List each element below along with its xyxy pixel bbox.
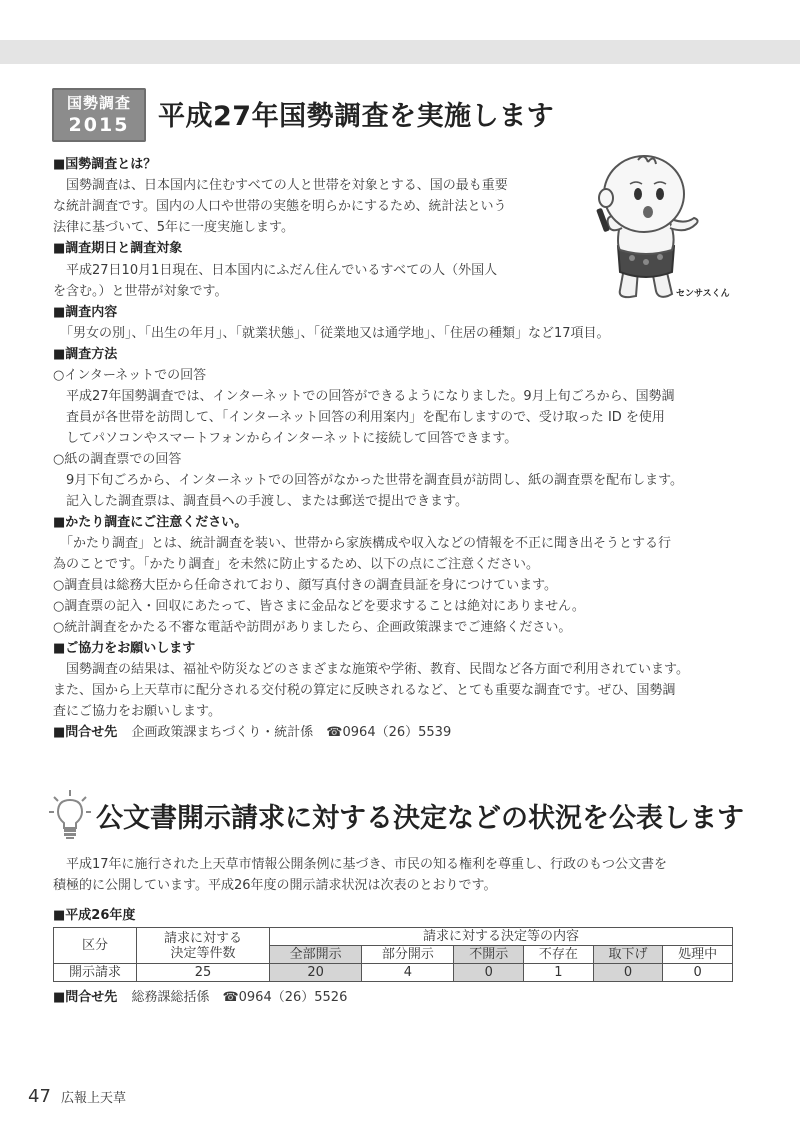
disclosure-title: 公文書開示請求に対する決定などの状況を公表します xyxy=(96,803,744,834)
fraud-line-2: 為のことです。「かたり調査」を未然に防止するため、以下の点にご注意ください。 xyxy=(53,557,539,572)
value-processing: 0 xyxy=(663,964,733,982)
heading-cooperation: ■ご協力をお願いします xyxy=(53,641,196,656)
disclosure-intro-2: 積極的に公開しています。平成26年度の開示請求状況は次表のとおりです。 xyxy=(53,878,497,893)
header-count-line-1: 請求に対する xyxy=(163,930,242,946)
internet-line-2: 査員が各世帯を訪問して、「インターネット回答の利用案内」を配布しますので、受け取った ID を使用 xyxy=(66,410,665,425)
census-mascot xyxy=(586,150,730,306)
value-full: 20 xyxy=(270,964,362,982)
row-label: 開示請求 xyxy=(54,964,137,982)
value-nondisclosure: 0 xyxy=(454,964,524,982)
content-line-1: 「男女の別」、「出生の年月」、「就業状態」、「従業地又は通学地」、「住居の種類」など17項目。 xyxy=(60,326,610,341)
paper-heading: ○紙の調査票での回答 xyxy=(53,452,182,467)
table-title: ■平成26年度 xyxy=(53,908,136,923)
value-nonexistent: 1 xyxy=(524,964,594,982)
internet-heading: ○インターネットでの回答 xyxy=(53,368,207,383)
mascot-name: センサスくん xyxy=(676,289,730,299)
page-number: 47 xyxy=(28,1086,51,1107)
census-2015-badge xyxy=(52,88,146,142)
date-line-1: 平成27日10月1日現在、日本国内にふだん住んでいるすべての人（外国人 xyxy=(66,263,498,278)
publication-name: 広報上天草 xyxy=(61,1091,127,1106)
header-decision: 請求に対する決定等の内容 xyxy=(270,928,733,946)
row-count: 25 xyxy=(137,964,270,982)
value-partial: 4 xyxy=(362,964,454,982)
subheader-full: 全部開示 xyxy=(270,946,362,964)
subheader-withdrawn: 取下げ xyxy=(593,946,663,964)
header-count xyxy=(137,928,270,964)
census-contact-label: ■問合せ先 xyxy=(53,725,118,740)
census-title: 平成27年国勢調査を実施します xyxy=(158,101,555,132)
page-footer xyxy=(28,1086,126,1107)
disclosure-contact xyxy=(53,988,347,1007)
disclosure-contact-label: ■問合せ先 xyxy=(53,990,118,1005)
paper-line-2: 記入した調査票は、調査員への手渡し、または郵送で提出できます。 xyxy=(66,494,468,509)
disclosure-table xyxy=(53,927,733,982)
fraud-bullet-2: ○調査票の記入・回収にあたって、皆さまに金品などを要求することは絶対にありません。 xyxy=(53,599,585,614)
what-line-3: 法律に基づいて、5年に一度実施します。 xyxy=(53,220,294,235)
disclosure-contact-text: 総務課総括係 ☎0964（26）5526 xyxy=(131,990,348,1005)
heading-date: ■調査期日と調査対象 xyxy=(53,241,183,256)
paper-line-1: 9月下旬ごろから、インターネットでの回答がなかった世帯を調査員が訪問し、紙の調査票を配布します。 xyxy=(66,473,684,488)
census-contact xyxy=(53,723,451,742)
fraud-line-1: 「かたり調査」とは、統計調査を装い、世帯から家族構成や収入などの情報を不正に聞き出そうとする行 xyxy=(60,536,672,551)
coop-line-2: また、国から上天草市に配分される交付税の算定に反映されるなど、とても重要な調査です。ぜひ、国勢調 xyxy=(53,683,676,698)
census-contact-text: 企画政策課まちづくり・統計係 ☎0964（26）5539 xyxy=(131,725,452,740)
what-line-2: な統計調査です。国内の人口や世帯の実態を明らかにするため、統計法という xyxy=(53,199,507,214)
lightbulb-icon xyxy=(48,788,92,844)
heading-content: ■調査内容 xyxy=(53,305,118,320)
internet-line-1: 平成27年国勢調査では、インターネットでの回答ができるようになりました。9月上旬ごろから、国勢調 xyxy=(66,389,675,404)
subheader-partial: 部分開示 xyxy=(362,946,454,964)
badge-line-1: 国勢調査 xyxy=(66,94,131,112)
header-count-line-2: 決定等件数 xyxy=(170,945,236,961)
disclosure-intro-1: 平成17年に施行された上天草市情報公開条例に基づき、市民の知る権利を尊重し、行政のもつ公文書を xyxy=(66,857,668,872)
what-line-1: 国勢調査は、日本国内に住むすべての人と世帯を対象とする、国の最も重要 xyxy=(66,178,508,193)
mascot-illustration xyxy=(586,150,716,302)
badge-line-2: 2015 xyxy=(68,114,130,136)
coop-line-1: 国勢調査の結果は、福祉や防災などのさまざまな施策や学術、教育、民間など各方面で利用されています。 xyxy=(66,662,689,677)
table-row xyxy=(54,964,733,982)
header-category: 区分 xyxy=(54,928,137,964)
coop-line-3: 査にご協力をお願いします。 xyxy=(53,704,221,719)
internet-line-3: してパソコンやスマートフォンからインターネットに接続して回答できます。 xyxy=(66,431,518,446)
value-withdrawn: 0 xyxy=(593,964,663,982)
heading-fraud: ■かたり調査にご注意ください。 xyxy=(53,515,248,530)
fraud-bullet-3: ○統計調査をかたる不審な電話や訪問がありましたら、企画政策課までご連絡ください。 xyxy=(53,620,572,635)
top-banner-bar xyxy=(0,40,800,64)
heading-method: ■調査方法 xyxy=(53,347,118,362)
date-line-2: を含む。）と世帯が対象です。 xyxy=(53,284,228,299)
subheader-nondisclosure: 不開示 xyxy=(454,946,524,964)
subheader-nonexistent: 不存在 xyxy=(524,946,594,964)
fraud-bullet-1: ○調査員は総務大臣から任命されており、顔写真付きの調査員証を身につけています。 xyxy=(53,578,558,593)
subheader-processing: 処理中 xyxy=(663,946,733,964)
heading-what: ■国勢調査とは？ xyxy=(53,157,157,172)
